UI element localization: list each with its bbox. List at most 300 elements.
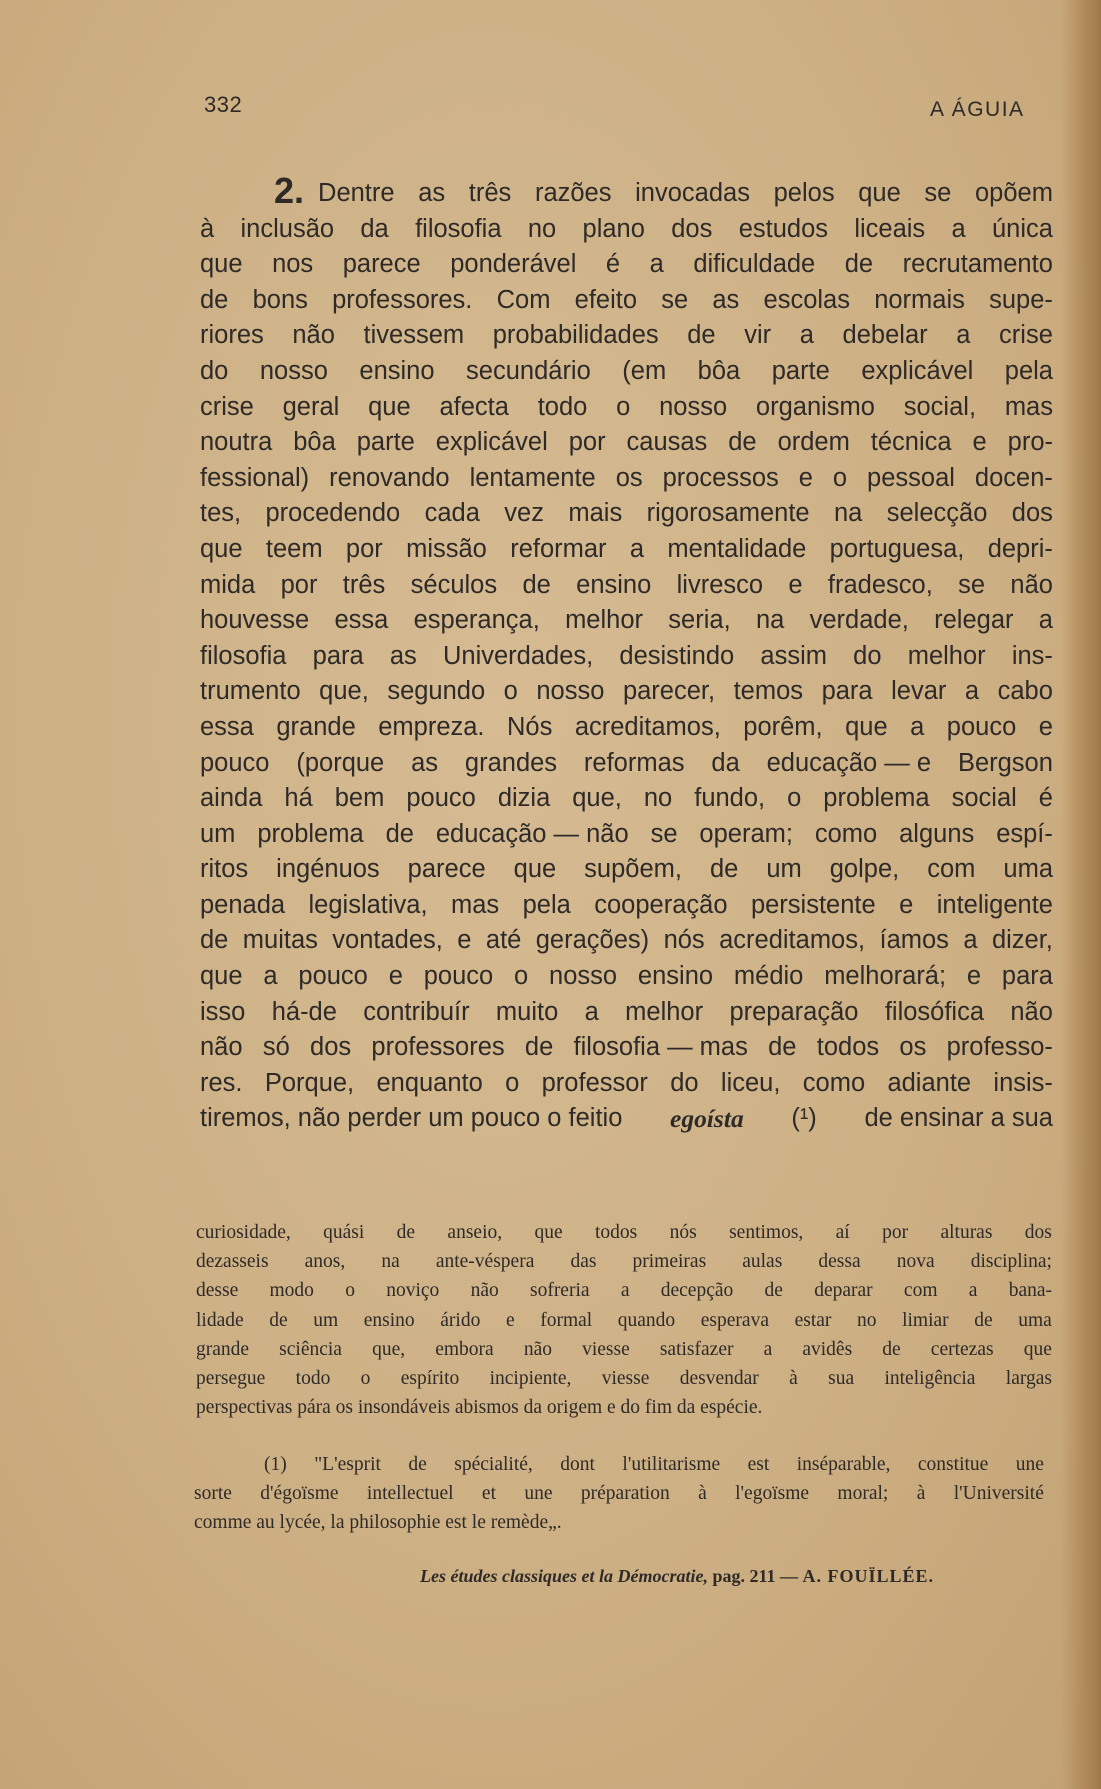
word: espírito <box>400 1367 460 1389</box>
word: Univerdades, <box>442 641 594 670</box>
word: res. <box>200 1068 243 1097</box>
word: ensino <box>359 356 435 385</box>
word: se <box>924 179 952 207</box>
word: aí <box>835 1222 850 1243</box>
word: o <box>616 392 631 421</box>
text-line <box>200 283 1053 319</box>
word: que <box>200 250 243 279</box>
word: Bergson <box>957 748 1053 777</box>
word: pouco <box>200 748 270 777</box>
main-paragraph <box>200 170 1053 1137</box>
text-line <box>200 710 1053 746</box>
word: parece <box>407 855 486 884</box>
word: como <box>802 1068 866 1097</box>
word: árido <box>440 1309 481 1331</box>
word: à <box>200 214 215 243</box>
word: ensino <box>363 1309 415 1331</box>
word: alturas <box>940 1222 993 1243</box>
word: disciplina; <box>970 1251 1052 1273</box>
word: do <box>670 1068 699 1097</box>
text-line <box>200 318 1053 354</box>
text-line <box>200 888 1053 924</box>
word: e <box>899 890 914 919</box>
word: melhorará; <box>824 962 947 991</box>
word: l'Université <box>953 1483 1044 1505</box>
word: do <box>853 641 882 670</box>
footnote-line <box>194 1450 1044 1479</box>
word: crise <box>200 392 254 421</box>
footnote-line <box>196 1247 1052 1276</box>
word: modo <box>269 1280 314 1302</box>
word: trumento <box>200 677 301 706</box>
word: dificuldade <box>693 250 816 279</box>
word: à <box>789 1367 798 1389</box>
word: (em <box>622 356 667 385</box>
word: de <box>522 570 551 599</box>
word: nosso <box>549 962 618 991</box>
word: de <box>728 428 757 457</box>
word: preparação <box>729 997 859 1026</box>
footnote-continuation <box>196 1218 1052 1422</box>
word: que <box>534 1222 563 1243</box>
line-segment: tiremos, não perder um pouco o feitio <box>200 1104 623 1133</box>
word: de <box>200 926 229 955</box>
word: contribuír <box>363 997 470 1026</box>
word: melhor <box>625 997 704 1026</box>
text-line <box>200 674 1053 710</box>
word: de <box>687 321 716 350</box>
word: só <box>262 1033 290 1062</box>
word: mentalidade <box>667 534 807 563</box>
word: há-de <box>271 997 337 1026</box>
word: l'egoïsme <box>735 1483 810 1505</box>
word: de <box>396 1222 416 1243</box>
word: inséparable, <box>796 1454 891 1475</box>
word: vir <box>744 321 772 350</box>
word: melhor <box>565 606 644 635</box>
word: sofreria <box>529 1280 590 1302</box>
word: dont <box>560 1454 595 1475</box>
word: ins- <box>1011 641 1053 670</box>
word: a <box>584 997 599 1026</box>
text-line <box>200 1030 1053 1066</box>
word: quando <box>617 1309 676 1331</box>
word: empreza. <box>378 712 485 741</box>
word: bana- <box>1008 1280 1052 1302</box>
word: a <box>910 712 925 741</box>
word: plano <box>582 214 645 243</box>
word: explicável <box>861 356 974 385</box>
text-line <box>200 959 1053 995</box>
word: três <box>468 179 512 207</box>
word: a <box>964 677 980 706</box>
word: de <box>844 250 874 279</box>
word: crise <box>999 321 1053 350</box>
word: organismo <box>755 392 875 421</box>
word: a <box>956 321 971 350</box>
word: legislativa, <box>308 890 428 919</box>
word: viesse <box>601 1367 650 1389</box>
text-line <box>200 781 1053 817</box>
word: educação — não <box>435 819 629 848</box>
word: dizia <box>497 784 551 813</box>
word: o <box>345 1280 355 1302</box>
word: um <box>200 819 236 848</box>
word: que <box>845 712 888 741</box>
word: na <box>833 499 863 528</box>
footnote-1 <box>194 1450 1044 1538</box>
word: assim <box>760 641 827 670</box>
word: porêm, <box>743 712 823 741</box>
word: íamos <box>879 926 949 955</box>
word: cabo <box>997 677 1053 706</box>
footnote-line <box>194 1479 1044 1508</box>
word: nosso <box>659 392 728 421</box>
word: o <box>505 1068 520 1097</box>
word: todo <box>295 1367 331 1389</box>
word: nosso <box>259 356 328 385</box>
word: técnica <box>870 428 952 457</box>
word: efeito <box>574 285 638 314</box>
word: pouco <box>423 962 494 991</box>
word: satisfazer <box>659 1338 734 1360</box>
word: parece <box>342 250 421 279</box>
word: relegar <box>934 606 1014 635</box>
word: a <box>799 321 814 350</box>
word: enquanto <box>376 1068 483 1097</box>
footnote-line <box>196 1364 1052 1393</box>
page-edge-shadow <box>1061 0 1101 1789</box>
word: bôa <box>293 428 336 457</box>
word: livresco <box>676 570 764 599</box>
word: de <box>974 1309 993 1331</box>
word: que <box>200 534 243 563</box>
word: se <box>661 285 689 314</box>
word: esperança, <box>413 606 540 635</box>
word: pouco <box>406 784 476 813</box>
word: desvendar <box>679 1367 759 1389</box>
word: estudos <box>738 214 828 243</box>
citation-author: A. FOUÏLLÉE. <box>802 1566 935 1586</box>
word: fessional) <box>200 463 310 492</box>
word: dos <box>310 1033 352 1062</box>
text-line-words <box>318 176 1053 212</box>
word: dos <box>671 214 713 243</box>
word: nova <box>896 1251 935 1273</box>
word: acreditamos, <box>574 712 721 741</box>
word: une <box>524 1483 553 1505</box>
word: com <box>927 855 976 884</box>
word: sorte <box>194 1483 232 1505</box>
word: à <box>698 1483 707 1505</box>
word: que, <box>372 1338 406 1360</box>
word: portuguesa, <box>829 534 965 563</box>
word: as <box>712 285 740 314</box>
emphasis: egoísta <box>670 1104 744 1134</box>
word: das <box>570 1251 597 1273</box>
word: como <box>814 819 878 848</box>
word: os <box>615 463 643 492</box>
word: noviço <box>386 1280 440 1302</box>
word: por <box>882 1222 909 1243</box>
word: pouco <box>298 962 368 991</box>
word: viesse <box>582 1338 630 1360</box>
word: filosofia — mas <box>573 1033 748 1062</box>
word: docen- <box>974 463 1053 492</box>
word: Dentre <box>318 179 395 207</box>
word: aulas <box>742 1251 783 1273</box>
word: por <box>568 428 606 457</box>
word: golpe, <box>829 855 900 884</box>
word: fradesco, <box>827 570 933 599</box>
word: penada <box>200 890 286 919</box>
word: por <box>345 534 383 563</box>
word: certezas <box>930 1338 994 1360</box>
word: é <box>605 250 621 279</box>
word: social, <box>903 392 977 421</box>
word: insis- <box>993 1068 1053 1097</box>
word: inteligência <box>884 1367 976 1389</box>
word: desistindo <box>619 641 735 670</box>
word: de <box>882 1338 901 1360</box>
word: professor <box>541 1068 648 1097</box>
text-line <box>200 354 1053 390</box>
footnote-line <box>196 1276 1052 1305</box>
word: processos <box>662 463 779 492</box>
text-line <box>200 746 1053 782</box>
text-line <box>200 532 1053 568</box>
word: da <box>360 214 389 243</box>
word: essa <box>200 712 254 741</box>
word: um <box>313 1309 339 1331</box>
word: séculos <box>410 570 498 599</box>
text-line <box>200 390 1053 426</box>
word: adiante <box>887 1068 972 1097</box>
word: a <box>1038 606 1053 635</box>
word: problema <box>257 819 364 848</box>
word: tivessem <box>363 321 465 350</box>
word: decepção <box>660 1280 734 1302</box>
word: muito <box>495 997 559 1026</box>
word: nós <box>663 926 705 955</box>
word: que, <box>572 784 622 813</box>
word: todo <box>537 392 588 421</box>
word: renovando <box>329 463 450 492</box>
running-title: A ÁGUIA <box>930 98 1025 121</box>
word: de <box>200 285 229 314</box>
word: a <box>263 962 278 991</box>
word: ingénuos <box>276 855 380 884</box>
word: três <box>342 570 386 599</box>
text-line <box>200 496 1053 532</box>
word: e <box>972 428 987 457</box>
word: missão <box>406 534 487 563</box>
word: o <box>832 463 848 492</box>
word: constitue <box>917 1454 989 1475</box>
word: dos <box>1011 499 1053 528</box>
word: probabilidades <box>492 321 659 350</box>
word: geral <box>282 392 340 421</box>
word: ensino <box>637 962 714 991</box>
word: parte <box>356 428 415 457</box>
word: mida <box>200 570 256 599</box>
word: dessa <box>818 1251 861 1273</box>
word: de <box>764 1280 783 1302</box>
word: e <box>966 962 982 991</box>
word: et <box>481 1483 496 1505</box>
word: une <box>1015 1454 1044 1475</box>
word: isso <box>200 997 246 1026</box>
word: mas <box>451 890 500 919</box>
word: recrutamento <box>902 250 1053 279</box>
text-line <box>200 461 1053 497</box>
word: inclusão <box>240 214 335 243</box>
word: se <box>958 570 986 599</box>
word: liceais <box>854 214 926 243</box>
word: parte <box>771 356 830 385</box>
word: intellectuel <box>366 1483 454 1505</box>
word: e <box>388 962 403 991</box>
word: grande <box>196 1338 250 1360</box>
word: vontades, <box>332 926 443 955</box>
word: bons <box>252 285 308 314</box>
word: parecer, <box>622 677 716 706</box>
word: as <box>389 641 417 670</box>
word: embora <box>435 1338 494 1360</box>
word: alguns <box>899 819 975 848</box>
word: de <box>408 1454 427 1475</box>
word: curiosidade, <box>196 1222 291 1243</box>
word: do <box>200 356 229 385</box>
word: professo- <box>946 1033 1053 1062</box>
word: pro- <box>1007 428 1053 457</box>
word: grandes <box>464 748 558 777</box>
word: da <box>711 748 740 777</box>
word: há <box>284 784 313 813</box>
footnote-marker: (1) <box>264 1454 287 1475</box>
word: Com <box>496 285 551 314</box>
footnote-line-last: perspectivas pára os insondáveis abismos da origem e do fim da espécie. <box>196 1397 763 1419</box>
word: avidês <box>802 1338 853 1360</box>
word: bôa <box>697 356 741 385</box>
word: e <box>788 570 803 599</box>
word: procedendo <box>265 499 401 528</box>
word: normais <box>874 285 965 314</box>
word: préparation <box>580 1483 670 1505</box>
word: fundo, <box>694 784 766 813</box>
word: médio <box>733 962 804 991</box>
text-line-last <box>200 1101 1053 1137</box>
word: persegue <box>196 1367 266 1389</box>
word: formal <box>540 1309 593 1331</box>
word: estar <box>794 1309 832 1331</box>
word: para <box>312 641 364 670</box>
word: seria, <box>668 606 731 635</box>
word: bem <box>334 784 385 813</box>
word: incipiente, <box>489 1367 572 1389</box>
word: sentimos, <box>729 1222 804 1243</box>
word: Nós <box>506 712 553 741</box>
word: largas <box>1005 1367 1052 1389</box>
word: lidade <box>196 1309 244 1331</box>
word: houvesse <box>200 606 310 635</box>
word: opõem <box>974 179 1053 207</box>
word: pelos <box>773 179 835 207</box>
word: teem <box>265 534 323 563</box>
word: anseio, <box>447 1222 503 1243</box>
word: melhor <box>907 641 986 670</box>
word: o <box>360 1367 371 1389</box>
word: d'égoïsme <box>260 1483 339 1505</box>
word: professores <box>371 1033 505 1062</box>
word: moral; <box>837 1483 889 1505</box>
word: no <box>856 1309 877 1331</box>
word: noutra <box>200 428 273 457</box>
page-number: 332 <box>204 92 243 117</box>
word: que <box>513 855 557 884</box>
text-line <box>200 247 1053 283</box>
word: que, <box>319 677 369 706</box>
word: não <box>523 1338 552 1360</box>
word: ensino <box>576 570 652 599</box>
word: na <box>381 1251 400 1273</box>
word: a <box>620 1280 630 1302</box>
word: pouco <box>946 712 1017 741</box>
word: grande <box>276 712 356 741</box>
word: cada <box>424 499 480 528</box>
word: liceu, <box>720 1068 781 1097</box>
word: de <box>709 855 739 884</box>
word: reformas <box>583 748 685 777</box>
citation-page: pag. 211 — <box>712 1566 798 1586</box>
word: uma <box>1018 1309 1052 1331</box>
word: até <box>485 926 522 955</box>
word: e <box>798 463 813 492</box>
word: filosofia <box>200 641 287 670</box>
text-line <box>200 1066 1053 1102</box>
word: a <box>963 926 978 955</box>
word: selecção <box>886 499 988 528</box>
word: é <box>1038 784 1053 813</box>
text-line <box>200 170 1053 212</box>
word: na <box>755 606 785 635</box>
text-line <box>200 603 1053 639</box>
word: essa <box>334 606 389 635</box>
word: reformar <box>510 534 607 563</box>
word: de <box>385 819 414 848</box>
word: debelar <box>842 321 928 350</box>
word: de <box>768 1033 797 1062</box>
word: escolas <box>763 285 850 314</box>
word: se <box>650 819 678 848</box>
word: no <box>527 214 557 243</box>
word: temos <box>733 677 804 706</box>
word: que <box>368 392 411 421</box>
footnote-line-last: comme au lycée, la philosophie est le remède„. <box>194 1512 562 1534</box>
word: à <box>916 1483 926 1505</box>
word: l'utilitarisme <box>622 1454 721 1475</box>
word: lentamente <box>469 463 596 492</box>
word: não <box>1010 570 1053 599</box>
word: problema <box>823 784 930 813</box>
word: de <box>269 1309 288 1331</box>
word: invocadas <box>635 179 750 207</box>
word: dos <box>1024 1222 1052 1243</box>
word: cooperação <box>594 890 728 919</box>
word: espí- <box>996 819 1053 848</box>
word: a <box>629 534 645 563</box>
word: pela <box>522 890 571 919</box>
